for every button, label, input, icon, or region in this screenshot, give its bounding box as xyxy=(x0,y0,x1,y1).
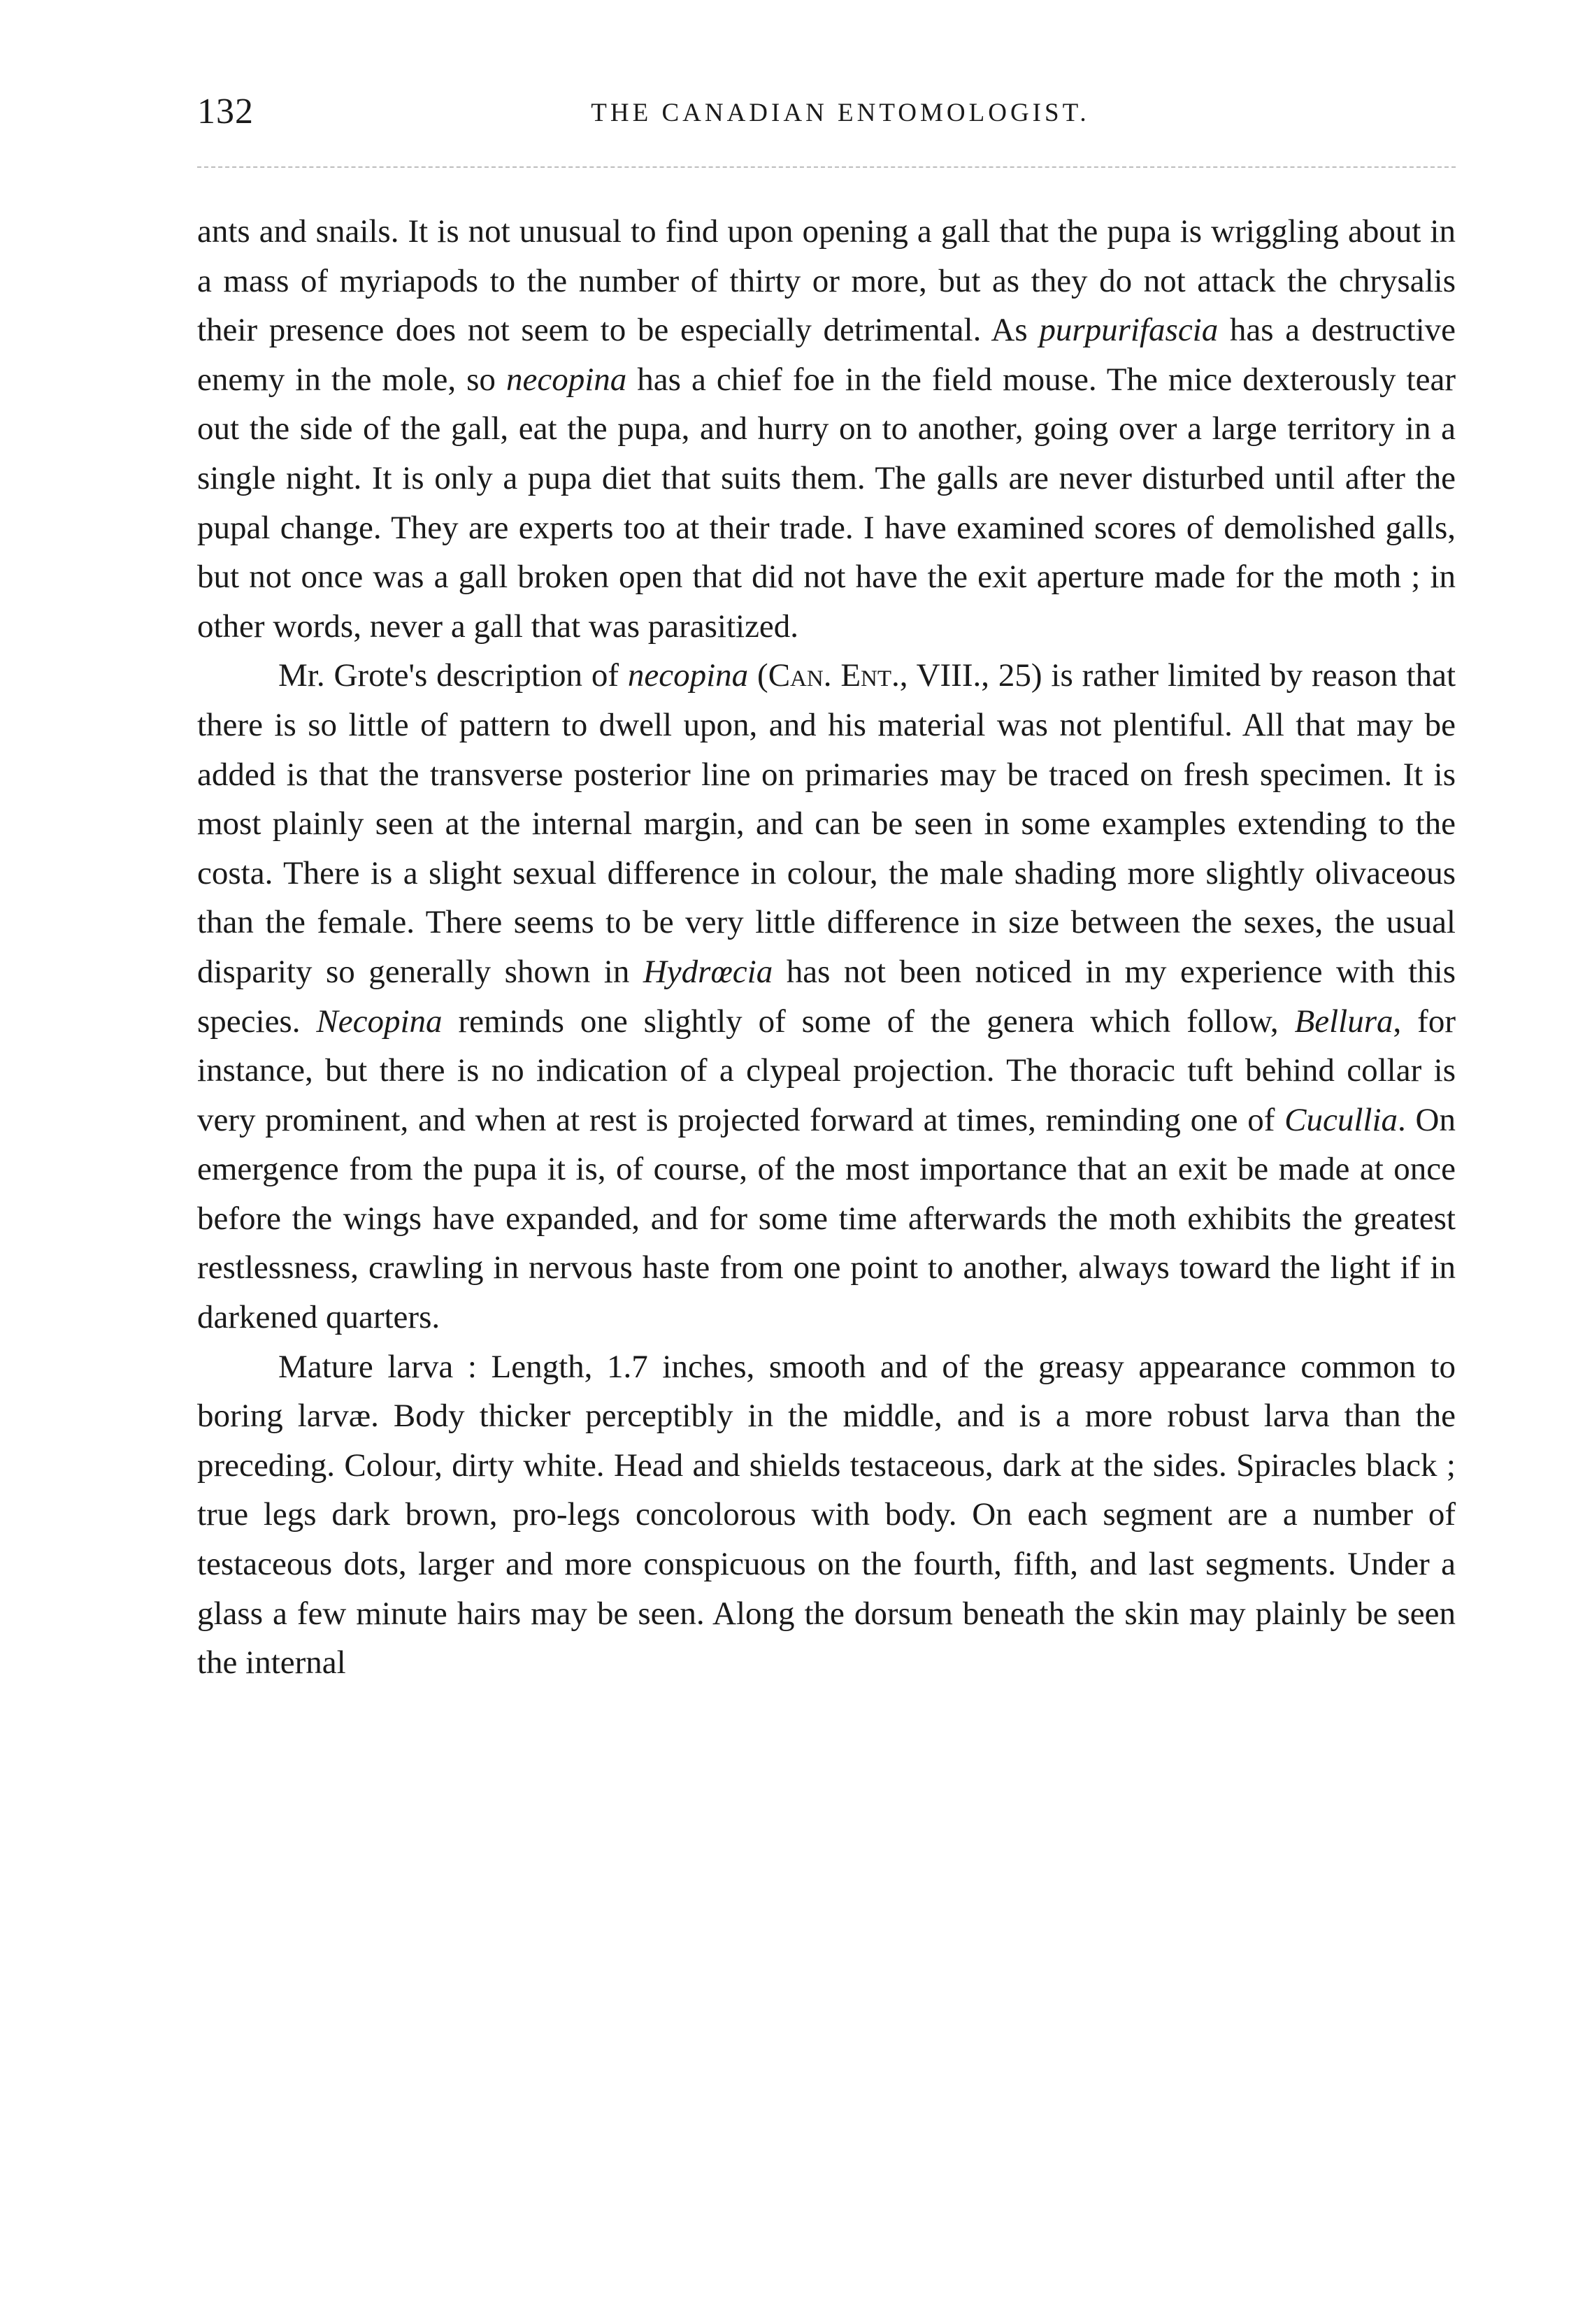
paragraph xyxy=(197,207,1456,651)
running-head xyxy=(197,91,1456,154)
text-run: , for instance, but there is no indication of a clypeal projection. The thoracic tuft behind collar is very prominent, and when at rest is projected forward at times, reminding one of xyxy=(197,1003,1456,1138)
text-run: Mr. Grote's description of xyxy=(278,657,628,694)
page-number: 132 xyxy=(197,92,254,131)
italic-term: necopina xyxy=(505,361,627,398)
italic-term: Bellura xyxy=(1294,1003,1393,1040)
italic-term: necopina xyxy=(627,657,749,694)
italic-term: Cucullia xyxy=(1284,1101,1398,1138)
italic-term: Hydrœcia xyxy=(643,953,773,990)
text-run: ants and snails. It is not unusual to find upon opening a gall that the pupa is wriggling about in a mass of myriapods to the number of thirty or more, but as they do not attack the chrysalis their presence does not seem to be especially detrimental. As xyxy=(197,213,1456,349)
running-title: THE CANADIAN ENTOMOLOGIST. xyxy=(591,99,1090,127)
text-run: , VIII., 25) is rather limited by reason that there is so little of pattern to dwell upon, and his material was not plentiful. All that may be added is that the transverse posterior line on primaries may be traced on fresh specimen. It is most plainly seen at the internal margin, and can be seen in some examples extending to the costa. There is a slight sexual difference in colour, the male shading more slightly olivaceous than the female. There seems to be very little difference in size between the sexes, the usual disparity so generally shown in xyxy=(197,657,1456,990)
text-run: reminds one slightly of some of the genera which follow, xyxy=(442,1003,1295,1040)
paragraph xyxy=(197,651,1456,1342)
text-run: has a destructive enemy in the mole, so xyxy=(197,312,1456,398)
text-run: has a chief foe in the field mouse. The mice dexterously tear out the side of the gall, eat the pupa, and hurry on to another, going over a large territory in a single night. It is only a pupa diet that suits them. The galls are never disturbed until after the pupal change. They are experts too at their trade. I have examined scores of demolished galls, but not once was a gall broken open that did not have the exit aperture made for the moth ; in other words, never a gall that was parasitized. xyxy=(197,361,1456,645)
text-run: . On emergence from the pupa it is, of course, of the most importance that an exit be made at once before the wings have expanded, and for some time afterwards the moth exhibits the greatest restlessness, crawling in nervous haste from one point to another, always toward the light if in darkened quarters. xyxy=(197,1101,1456,1336)
text-run: ( xyxy=(748,657,768,694)
paragraph xyxy=(197,1342,1456,1688)
italic-term: Necopina xyxy=(316,1003,443,1040)
italic-term: purpurifascia xyxy=(1039,312,1219,349)
text-run: Mature larva : Length, 1.7 inches, smooth and of the greasy appearance common to boring larvæ. Body thicker perceptibly in the middle, and is a more robust larva than the preceding. Colour, dirty white. Head and shields testaceous, dark at the sides. Spiracles black ; true legs dark brown, pro-legs concolorous with body. On each segment are a number of testaceous dots, larger and more conspicuous on the fourth, fifth, and last segments. Under a glass a few minute hairs may be seen. Along the dorsum beneath the skin may plainly be seen the internal xyxy=(197,1348,1456,1681)
text-run: has not been noticed in my experience with this species. xyxy=(197,953,1456,1040)
body-text xyxy=(197,207,1456,1688)
journal-citation: Can. Ent. xyxy=(768,657,900,694)
header-rule xyxy=(197,166,1456,168)
